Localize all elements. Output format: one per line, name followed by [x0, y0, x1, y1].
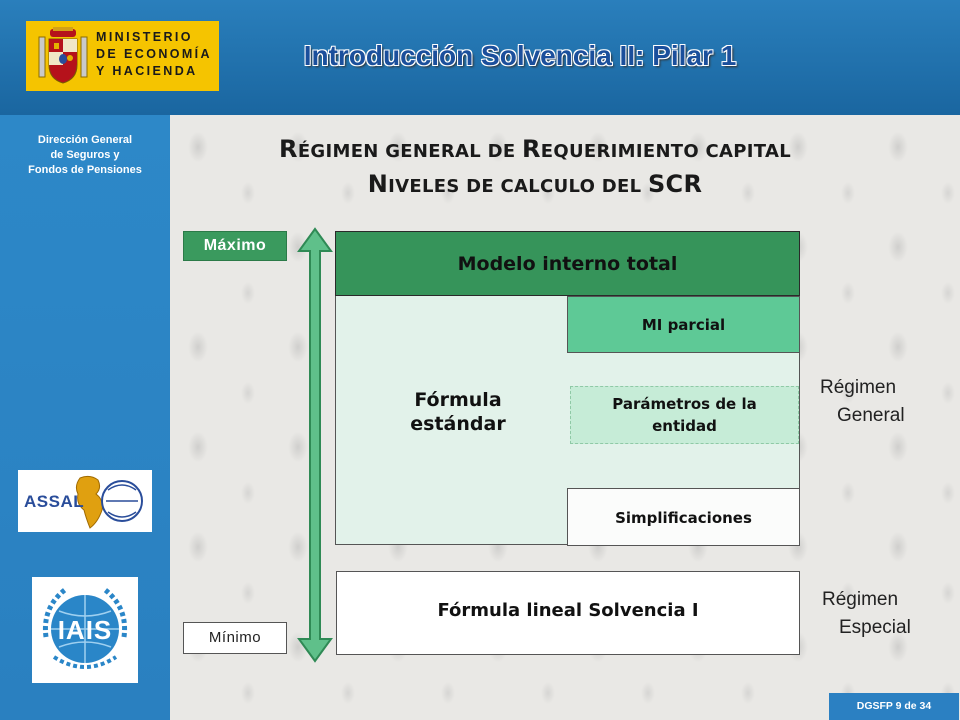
section-heading — [225, 133, 845, 203]
slide-title: Introducción Solvencia II: Pilar 1 — [303, 40, 737, 71]
heading-line-1 — [225, 133, 845, 168]
special-regime-line-1: Régimen — [822, 589, 899, 610]
left-sidebar — [0, 115, 170, 720]
double-arrow-icon — [295, 225, 335, 665]
general-regime-line-2: General — [837, 405, 905, 426]
heading-initial: R — [521, 135, 541, 163]
standard-formula-label: Fórmula estándar — [410, 389, 506, 435]
heading-text: EQUERIMIENTO CAPITAL — [540, 141, 791, 162]
simplifications-box: Simplificaciones — [567, 488, 800, 546]
special-regime-line-2: Especial — [839, 617, 911, 638]
heading-text: IVELES DE CALCULO DEL — [388, 176, 648, 197]
special-regime-label — [822, 586, 932, 642]
entity-parameters-box: Parámetros de la entidad — [570, 386, 799, 444]
heading-text: ÉGIMEN GENERAL DE — [297, 141, 522, 162]
ministry-name: MINISTERIO DE ECONOMÍA Y HACIENDA — [96, 30, 212, 78]
general-regime-line-1: Régimen — [820, 377, 897, 398]
heading-initial: R — [279, 135, 298, 163]
organization-name: Dirección General de Seguros y Fondos de Pensiones — [28, 134, 142, 176]
maximum-label: Máximo — [183, 231, 287, 261]
ministry-logo — [26, 21, 219, 91]
partial-internal-model-box: MI parcial — [567, 296, 800, 353]
page-counter: DGSFP 9 de 34 — [829, 693, 959, 720]
iais-logo-text: IAIS — [57, 615, 113, 645]
heading-line-2 — [225, 168, 845, 203]
general-regime-label — [820, 374, 930, 430]
assal-logo — [18, 470, 152, 532]
minimum-label: Mínimo — [183, 622, 287, 654]
assal-logo-text: ASSAL — [24, 492, 85, 511]
iais-logo — [32, 577, 138, 683]
full-internal-model-box: Modelo interno total — [335, 231, 800, 296]
top-banner — [0, 0, 960, 115]
heading-scr: SCR — [647, 170, 703, 198]
coat-of-arms-icon — [36, 27, 90, 85]
linear-formula-box: Fórmula lineal Solvencia I — [336, 571, 800, 655]
heading-initial: N — [367, 170, 389, 198]
